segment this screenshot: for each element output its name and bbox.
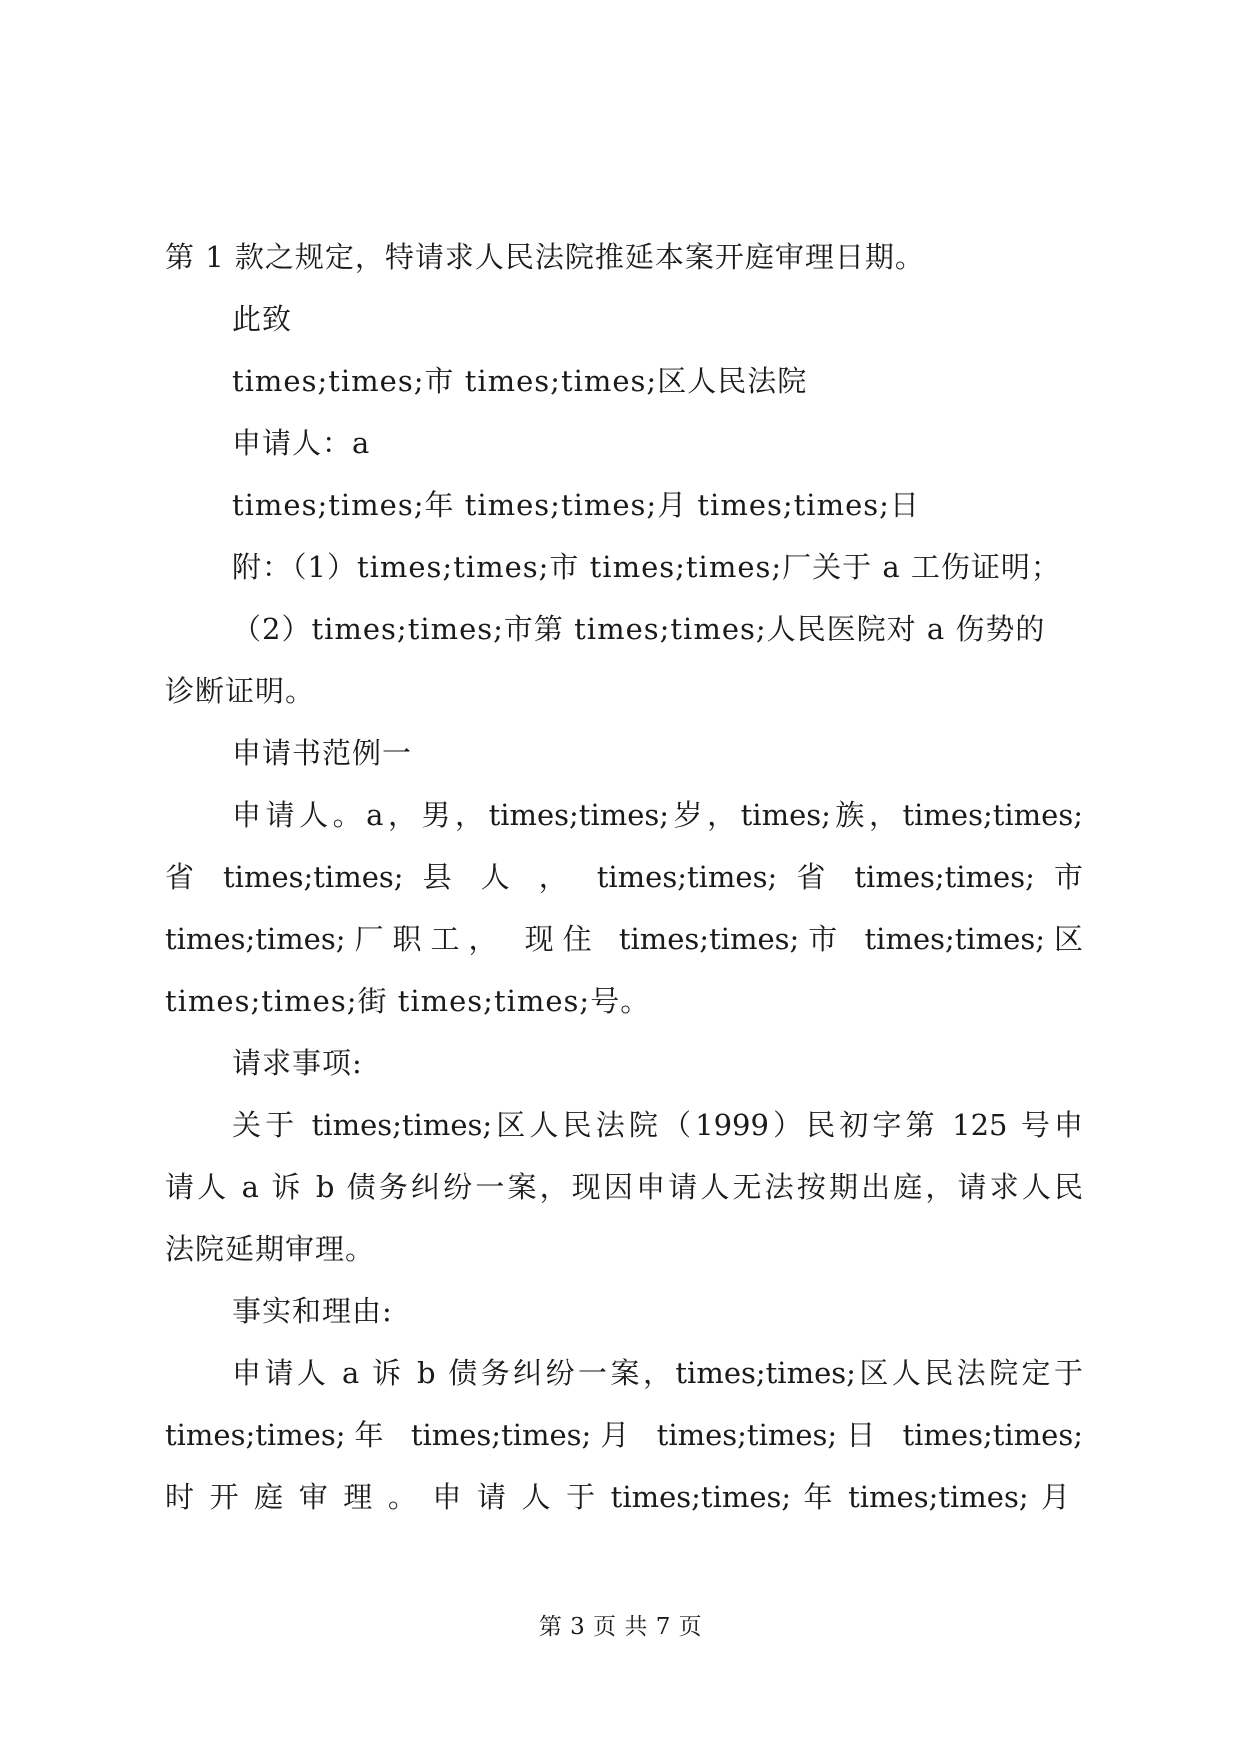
section-heading-facts: 事实和理由: xyxy=(232,1294,393,1328)
applicant-info-line-2: 省 times;times; 县 人 ， times;times; 省 times;times; 市 xyxy=(165,860,1083,894)
page-number-footer: 第 3 页 共 7 页 xyxy=(538,1614,703,1640)
attachment-line-1: 附：（1）times;times;市 times;times;厂关于 a 工伤证明； xyxy=(232,550,1061,584)
facts-line-2: times;times;年 times;times;月 times;times;日 times;times; xyxy=(165,1418,1083,1452)
request-line-2: 请人 a 诉 b 债务纠纷一案，现因申请人无法按期出庭，请求人民 xyxy=(165,1170,1083,1204)
court-name-line: times;times;市 times;times;区人民法院 xyxy=(232,364,808,398)
salutation-line: 此致 xyxy=(232,302,293,336)
applicant-line: 申请人：a xyxy=(232,426,371,460)
section-heading-requests: 请求事项: xyxy=(232,1046,363,1080)
date-line: times;times;年 times;times;月 times;times;日 xyxy=(232,488,920,522)
applicant-info-line-3: times;times;厂职工， 现住 times;times;市 times;times;区 xyxy=(165,922,1083,956)
facts-line-1: 申请人 a 诉 b 债务纠纷一案，times;times;区人民法院定于 xyxy=(232,1356,1083,1390)
applicant-info-line-4: times;times;街 times;times;号。 xyxy=(165,984,651,1018)
paragraph-line-1: 第 1 款之规定，特请求人民法院推延本案开庭审理日期。 xyxy=(165,240,925,274)
request-line-3: 法院延期审理。 xyxy=(165,1232,376,1266)
attachment-line-3: 诊断证明。 xyxy=(165,674,316,708)
attachment-line-2: （2）times;times;市第 times;times;人民医院对 a 伤势的 xyxy=(232,612,1046,646)
section-heading-example: 申请书范例一 xyxy=(232,736,413,770)
facts-line-3: 时 开 庭 审 理 。 申 请 人 于 times;times; 年 times;times; 月 xyxy=(165,1480,1070,1514)
request-line-1: 关于 times;times;区人民法院（1999）民初字第 125 号申 xyxy=(232,1108,1083,1142)
applicant-info-line-1: 申请人。a，男，times;times;岁，times;族，times;times; xyxy=(232,798,1083,832)
